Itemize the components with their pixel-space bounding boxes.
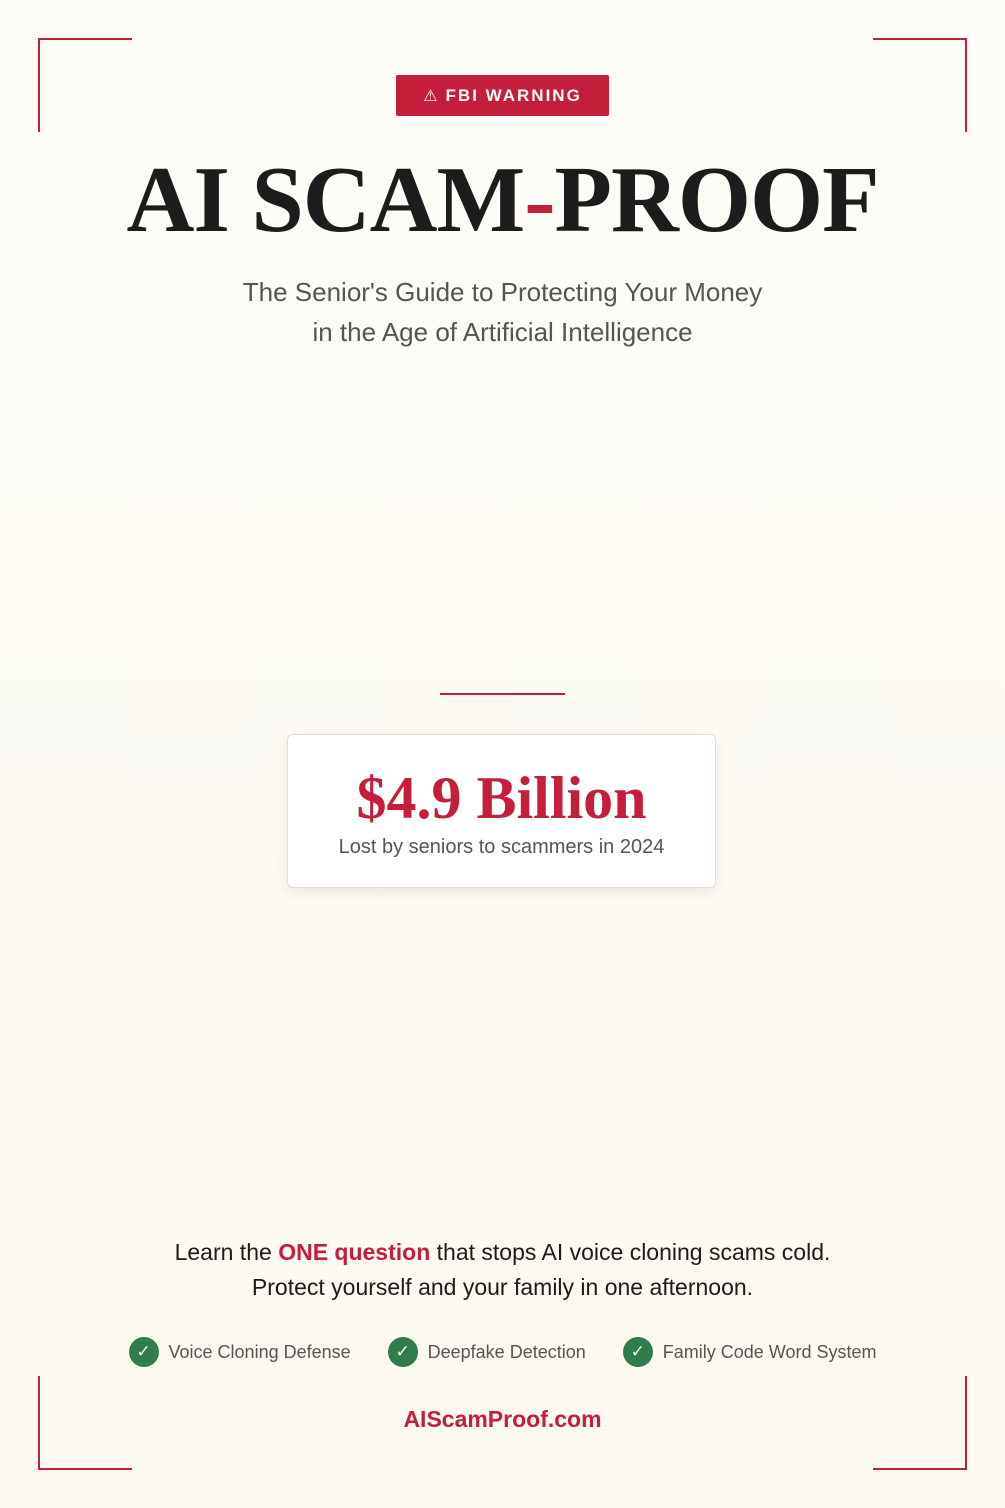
pitch-line-1 bbox=[0, 1235, 1005, 1270]
page-title bbox=[0, 150, 1005, 250]
feature-label: Deepfake Detection bbox=[427, 1341, 586, 1362]
feature-item-voice-cloning-defense bbox=[129, 1337, 351, 1367]
warning-triangle-icon: ⚠ bbox=[423, 86, 438, 105]
stat-caption: Lost by seniors to scammers in 2024 bbox=[338, 836, 665, 858]
feature-item-family-code-word-system bbox=[623, 1337, 877, 1367]
title-part-1: AI SCAM bbox=[126, 148, 525, 252]
divider-rule bbox=[440, 693, 565, 695]
pitch-line-2: Protect yourself and your family in one afternoon. bbox=[251, 1274, 754, 1300]
stat-card bbox=[287, 734, 716, 888]
check-circle-icon: ✓ bbox=[388, 1337, 418, 1367]
pitch-line-1-after: that stops AI voice cloning scams cold. bbox=[430, 1239, 831, 1265]
feature-item-deepfake-detection bbox=[388, 1337, 586, 1367]
website-link[interactable]: AIScamProof.com bbox=[403, 1406, 602, 1432]
fbi-warning-badge bbox=[396, 75, 609, 116]
pitch-line-1-before: Learn the bbox=[174, 1239, 279, 1265]
title-part-2: PROOF bbox=[554, 148, 879, 252]
badge-label: FBI WARNING bbox=[445, 85, 582, 105]
subtitle-line-1: The Senior's Guide to Protecting Your Money bbox=[242, 277, 763, 307]
check-circle-icon: ✓ bbox=[623, 1337, 653, 1367]
check-circle-icon: ✓ bbox=[129, 1337, 159, 1367]
feature-label: Family Code Word System bbox=[662, 1341, 877, 1362]
feature-label: Voice Cloning Defense bbox=[168, 1341, 351, 1362]
corner-frame-top-right bbox=[873, 38, 967, 132]
pitch-highlight: ONE question bbox=[278, 1239, 431, 1265]
stat-value: $4.9 Billion bbox=[356, 765, 647, 831]
title-dash: - bbox=[524, 148, 555, 252]
pitch-text bbox=[0, 1235, 1005, 1305]
subtitle bbox=[0, 272, 1005, 352]
corner-frame-top-left bbox=[38, 38, 132, 132]
subtitle-line-2: in the Age of Artificial Intelligence bbox=[312, 317, 693, 347]
feature-list bbox=[0, 1337, 1005, 1367]
